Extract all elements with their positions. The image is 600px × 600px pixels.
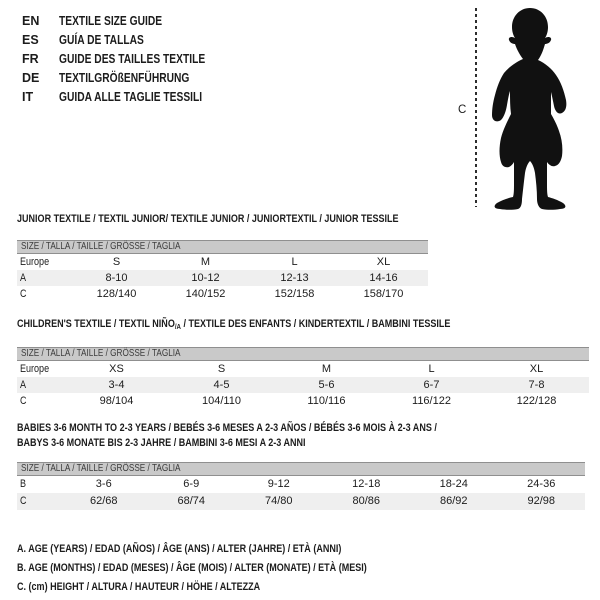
age-cell: 5-6	[318, 379, 335, 391]
age-cell: 3-6	[95, 478, 112, 490]
height-cell: 80/86	[352, 495, 381, 507]
height-cell: 110/116	[307, 395, 346, 407]
table-row-height	[17, 493, 585, 510]
height-cell: 74/80	[264, 495, 293, 507]
size-header-label: SIZE / TALLA / TAILLE / GRÖSSE / TAGLIA	[21, 241, 181, 252]
height-cell: 86/92	[439, 495, 468, 507]
language-code: FR	[22, 52, 39, 66]
size-cell: S	[112, 256, 121, 268]
language-title: TEXTILGRÖßENFÜHRUNG	[59, 71, 190, 85]
language-title: GUIDA ALLE TAGLIE TESSILI	[59, 90, 203, 104]
children-table-title-text: CHILDREN'S TEXTILE / TEXTIL $NIÑO_{/A}$ / TEXTILE DES ENFANTS / KINDERTEXTIL / BAMBINI TESSILE	[17, 318, 451, 331]
language-code: IT	[22, 90, 34, 104]
table-row-months	[17, 476, 585, 493]
table-row-europe	[17, 361, 589, 377]
size-header-bar	[17, 462, 585, 476]
age-cell: 9-12	[267, 478, 290, 490]
children-table-title	[17, 317, 546, 334]
size-cell: L	[428, 363, 435, 375]
age-cell: 4-5	[213, 379, 230, 391]
language-list	[22, 12, 237, 107]
size-header-label: SIZE / TALLA / TAILLE / GRÖSSE / TAGLIA	[21, 463, 181, 474]
footnote-line-c: C. (cm) HEIGHT / ALTURA / HAUTEUR / HÖHE / ALTEZZA	[17, 581, 261, 593]
language-code: DE	[22, 71, 40, 85]
language-row	[22, 50, 237, 69]
row-label-cell: B	[20, 478, 27, 490]
table-row-height	[17, 286, 428, 302]
age-cell: 18-24	[439, 478, 468, 490]
row-label-cell: A	[20, 272, 27, 284]
height-cell: 158/170	[363, 288, 404, 300]
age-cell: 6-9	[183, 478, 200, 490]
babies-table-title	[17, 421, 529, 451]
size-cell: XL	[376, 256, 391, 268]
table-row-age	[17, 270, 428, 286]
size-cell: L	[291, 256, 298, 268]
row-label-cell: C	[20, 288, 27, 300]
height-cell: 68/74	[177, 495, 206, 507]
language-row	[22, 31, 237, 50]
table-row-height	[17, 393, 589, 409]
junior-table-title	[17, 212, 482, 227]
height-cell: 62/68	[89, 495, 118, 507]
size-cell: XL	[529, 363, 544, 375]
language-code: EN	[22, 14, 40, 28]
language-title: GUIDE DES TAILLES TEXTILE	[59, 52, 206, 66]
table-row-europe	[17, 254, 428, 270]
size-header-label: SIZE / TALLA / TAILLE / GRÖSSE / TAGLIA	[21, 348, 181, 359]
height-cell: 128/140	[96, 288, 137, 300]
age-cell: 6-7	[423, 379, 440, 391]
babies-title-line2: BABYS 3-6 MONATE BIS 2-3 JAHRE / BAMBINI 3-6 MESI A 2-3 ANNI	[17, 437, 306, 449]
baby-silhouette-icon	[484, 6, 576, 210]
row-label-cell: Europe	[20, 256, 50, 268]
size-cell: M	[321, 363, 332, 375]
age-cell: 14-16	[369, 272, 398, 284]
age-cell: 10-12	[191, 272, 220, 284]
footnote-legend	[17, 540, 444, 597]
height-cell: 122/128	[516, 395, 557, 407]
height-cell: 104/110	[202, 395, 241, 407]
table-row-age	[17, 377, 589, 393]
height-cell: 152/158	[274, 288, 315, 300]
measure-label-c: C	[458, 104, 467, 116]
language-row	[22, 88, 237, 107]
row-label-cell: A	[20, 379, 27, 391]
junior-table-title-text: JUNIOR TEXTILE / TEXTIL JUNIOR/ TEXTILE JUNIOR / JUNIORTEXTIL / JUNIOR TESSILE	[17, 213, 399, 225]
height-cell: 140/152	[185, 288, 226, 300]
row-label-cell: C	[20, 395, 27, 407]
footnote-line-b: B. AGE (MONTHS) / EDAD (MESES) / ÂGE (MOIS) / ALTER (MONATE) / ETÀ (MESI)	[17, 562, 367, 574]
age-cell: 12-13	[280, 272, 309, 284]
age-cell: 24-36	[527, 478, 556, 490]
footnote-line-a: A. AGE (YEARS) / EDAD (AÑOS) / ÂGE (ANS) / ALTER (JAHRE) / ETÀ (ANNI)	[17, 543, 342, 555]
size-cell: S	[217, 363, 226, 375]
age-cell: 3-4	[108, 379, 125, 391]
language-row	[22, 69, 237, 88]
title-subscript: /A	[174, 322, 181, 331]
size-cell: XS	[109, 363, 124, 375]
size-header-bar	[17, 347, 589, 361]
language-title: GUÍA DE TALLAS	[59, 33, 144, 47]
row-label-cell: Europe	[20, 363, 50, 375]
language-code: ES	[22, 33, 39, 47]
language-title: TEXTILE SIZE GUIDE	[59, 14, 163, 28]
size-cell: M	[200, 256, 211, 268]
size-header-bar	[17, 240, 428, 254]
height-cell: 116/122	[412, 395, 451, 407]
height-cell: 98/104	[99, 395, 134, 407]
children-size-table	[17, 347, 589, 409]
height-cell: 92/98	[527, 495, 556, 507]
row-label-cell: C	[20, 495, 27, 507]
babies-size-table	[17, 462, 585, 510]
height-measure-dashed-line	[475, 8, 477, 207]
babies-title-line1: BABIES 3-6 MONTH TO 2-3 YEARS / BEBÉS 3-6 MESES A 2-3 AÑOS / BÉBÉS 3-6 MOIS À 2-3 ANS /	[17, 422, 437, 434]
language-row	[22, 12, 237, 31]
age-cell: 7-8	[528, 379, 545, 391]
age-cell: 12-18	[352, 478, 381, 490]
age-cell: 8-10	[105, 272, 128, 284]
junior-size-table	[17, 240, 428, 302]
